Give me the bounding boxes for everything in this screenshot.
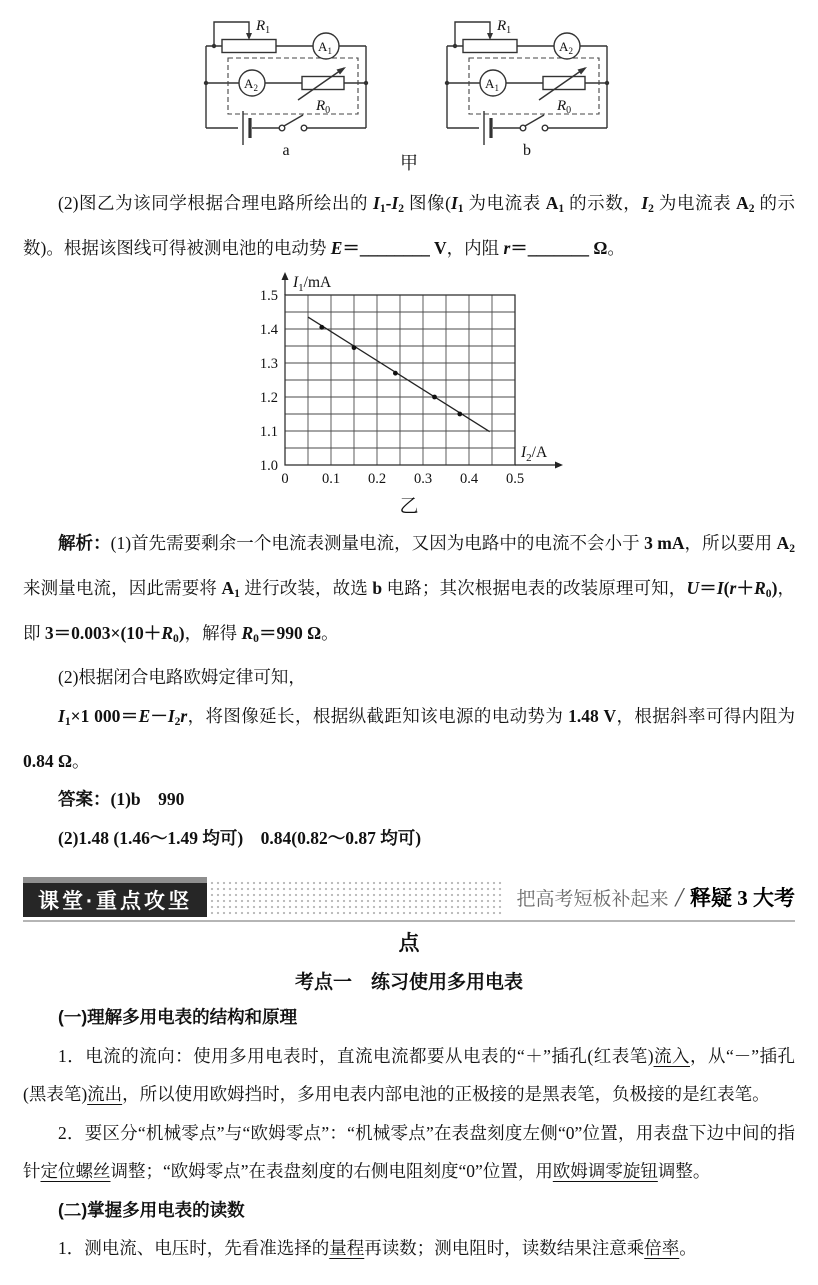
svg-text:0.3: 0.3 [413, 471, 433, 488]
circuit-b-diagram [427, 8, 632, 158]
ammeter-top [313, 33, 339, 59]
battery [243, 111, 250, 145]
svg-text:A1: $A_1$ [485, 76, 499, 93]
section-paragraph-2: 2．要区分“机械零点”与“欧姆零点”：“机械零点”在表盘刻度左侧“0”位置，用表盘下边中间的指针定位螺丝调整；“欧姆零点”在表盘刻度的右侧电阻刻度“0”位置，用欧姆调零旋钮调整。 [23, 1122, 795, 1182]
solution-paragraph-2: (2)根据闭合电路欧姆定律可知， [58, 667, 306, 688]
svg-text:1.5: 1.5 [259, 288, 278, 305]
banner-dots-pattern [209, 880, 504, 916]
svg-text:1.2: 1.2 [259, 390, 278, 407]
problem-paragraph: (2)图乙为该同学根据合理电路所绘出的 I1-I2 图像(I1 为电流表 A1 的示数，I2 为电流表 A2 的示数)。根据该图线可得被测电池的电动势 E＝________ V，内阻 r＝_______ Ω。 [23, 193, 796, 258]
section-paragraph-1: 1．电流的流向：使用多用电表时，直流电流都要从电表的“＋”插孔(红表笔)流入，从“－”插孔(黑表笔)流出，所以使用欧姆挡时，多用电表内部电池的正极接的是黑表笔，负极接的是红表笔。 [23, 1045, 795, 1105]
resistor-r0 [298, 67, 346, 116]
subheading-1: (一)理解多用电表的结构和原理 [58, 1007, 298, 1028]
battery [484, 111, 491, 145]
svg-text:R0: $R_0$ [316, 98, 331, 116]
solution-paragraph-1: 解析：(1)首先需要剩余一个电流表测量电流，又因为电路中的电流不会小于 3 mA，所以要用 A2 来测量电流，因此需要将 A1 进行改装，故选 b 电路；其次根据电表的改装原理可知，U＝I(r＋R0)，即 3＝0.003×(10＋R0)，解得 R0＝990 Ω。 [23, 533, 796, 645]
svg-text:0.2: 0.2 [367, 471, 387, 488]
svg-text:0.4: 0.4 [459, 471, 479, 488]
answer-paragraph-1: 答案：(1)b 990 [58, 789, 185, 810]
banner-topic: 释疑 3 大考 [690, 886, 795, 911]
circuit-a-label: a [282, 142, 290, 158]
svg-text:0.1: 0.1 [321, 471, 341, 488]
svg-text:I1/mA: $I_1/mA$ [293, 274, 332, 295]
banner-title-box [23, 877, 207, 917]
resistor-r0 [539, 67, 587, 116]
svg-text:0.5: 0.5 [505, 471, 525, 488]
ammeter-top [554, 33, 580, 59]
banner-title: 课堂·重点攻坚 [38, 890, 192, 914]
subheading-2: (二)掌握多用电表的读数 [58, 1199, 245, 1220]
banner-tagline: 把高考短板补起来 [516, 888, 669, 910]
svg-text:R0: $R_0$ [557, 98, 572, 116]
svg-text:1.1: 1.1 [259, 424, 278, 441]
answer-paragraph-2: (2)1.48 (1.46～1.49 均可) 0.84(0.82～0.87 均可) [58, 827, 422, 848]
circuit-a-diagram [186, 8, 391, 158]
rheostat-r1 [212, 18, 276, 53]
svg-text:1.0: 1.0 [259, 458, 278, 475]
switch [520, 115, 548, 131]
switch [279, 115, 307, 131]
ammeter-mid [480, 70, 506, 96]
ammeter-mid [239, 70, 265, 96]
svg-text:A2: $A_2$ [244, 76, 258, 93]
banner-topic-wrap: 点 [398, 931, 420, 956]
iv-graph [239, 271, 579, 493]
banner-right [516, 877, 795, 917]
solution-paragraph-3: I1×1 000＝E－I2r，将图像延长，根据纵截距知该电源的电动势为 1.48 V，根据斜率可得内阻为 0.84 Ω。 [23, 705, 796, 771]
svg-text:1.3: 1.3 [259, 356, 278, 373]
kaodian-heading: 考点一 练习使用多用电表 [294, 972, 523, 994]
svg-text:R1: $R_1$ [497, 18, 512, 36]
svg-text:0: 0 [281, 471, 289, 488]
banner-slash: / [675, 882, 683, 913]
svg-text:R1: $R_1$ [256, 18, 271, 36]
section-paragraph-3: 1．测电流、电压时，先看准选择的量程再读数；测电阻时，读数结果注意乘倍率。 [58, 1238, 697, 1259]
circuit-b-label: b [523, 142, 531, 158]
svg-text:A1: $A_1$ [318, 39, 332, 56]
svg-text:I2/A: $I_2/A$ [521, 444, 548, 465]
figure-jia-caption: 甲 [400, 153, 418, 173]
figure-yi-caption: 乙 [399, 496, 419, 518]
rheostat-r1 [453, 18, 517, 53]
svg-text:1.4: 1.4 [259, 322, 278, 339]
svg-text:A2: $A_2$ [559, 39, 573, 56]
figure-yi-graph [0, 271, 818, 518]
figure-jia-circuits [0, 8, 818, 158]
section-banner [23, 877, 795, 922]
